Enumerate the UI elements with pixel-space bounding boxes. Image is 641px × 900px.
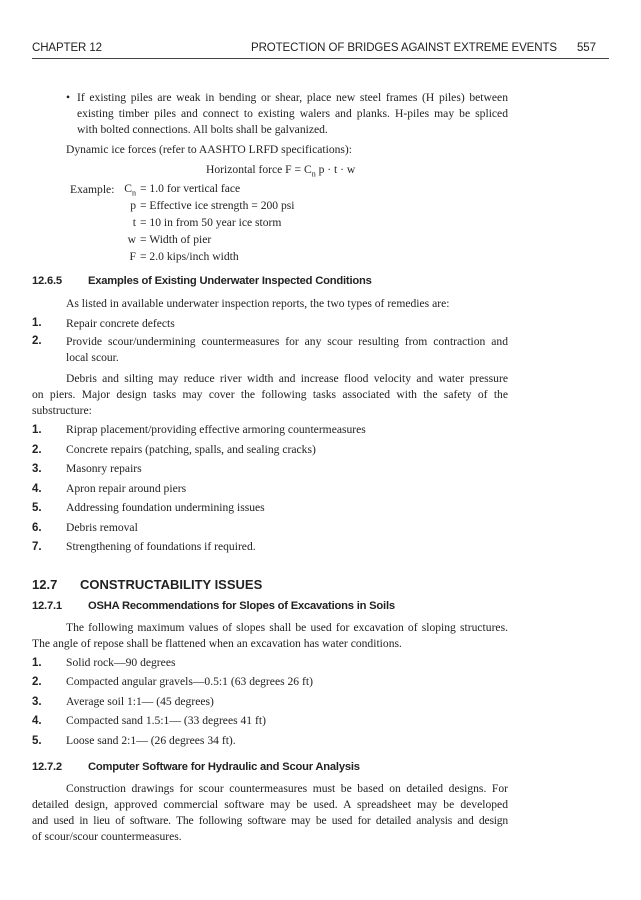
task-4: Apron repair around piers	[66, 482, 187, 495]
slope-3: Average soil 1:1— (45 degrees)	[66, 695, 214, 708]
var-c-sub: n	[132, 188, 136, 198]
software-para-line-4: of scour/scour countermeasures.	[32, 830, 182, 843]
section-heading-12-7	[32, 577, 262, 592]
section-title: CONSTRUCTABILITY ISSUES	[80, 577, 263, 592]
slope-number-1: 1.	[32, 657, 42, 669]
example-value-t: = 10 in from 50 year ice storm	[140, 216, 282, 229]
software-para-line-1: Construction drawings for scour countermeasures must be based on detailed designs. For	[66, 782, 508, 795]
task-number-4: 4.	[32, 483, 42, 495]
section-number: 12.7	[32, 577, 58, 592]
task-7: Strengthening of foundations if required.	[66, 540, 256, 553]
example-var-t: t	[132, 216, 136, 229]
remedy-1: Repair concrete defects	[66, 317, 175, 330]
task-3: Masonry repairs	[66, 462, 142, 475]
remedy-2-line-1: Provide scour/undermining countermeasures for any scour resulting from contraction and	[66, 335, 508, 348]
debris-para-line-2: on piers. Major design tasks may cover the following tasks associated with the safety of the	[32, 388, 508, 401]
debris-para-line-1: Debris and silting may reduce river width and increase flood velocity and water pressure	[66, 372, 508, 385]
section-number: 12.7.2	[32, 761, 62, 773]
task-number-7: 7.	[32, 541, 42, 553]
section-title: OSHA Recommendations for Slopes of Excavations in Soils	[88, 600, 395, 612]
software-para-line-2: detailed design, approved commercial software may be used. A spreadsheet may be developed	[32, 798, 508, 811]
section-number: 12.6.5	[32, 275, 62, 287]
task-number-1: 1.	[32, 424, 42, 436]
debris-para-line-3: substructure:	[32, 404, 92, 417]
section-heading-12-6-5	[32, 275, 372, 287]
remedy-number-2: 2.	[32, 335, 42, 347]
section-number: 12.7.1	[32, 600, 62, 612]
section-heading-12-7-1	[32, 600, 395, 612]
slope-1: Solid rock—90 degrees	[66, 656, 176, 669]
formula-prefix: Horizontal force F = C	[206, 163, 312, 176]
section-title: Computer Software for Hydraulic and Scour Analysis	[88, 761, 360, 773]
example-var-cn	[116, 182, 136, 197]
running-header-chapter: CHAPTER 12	[32, 42, 102, 54]
slope-5: Loose sand 2:1— (26 degrees 34 ft).	[66, 734, 236, 747]
slope-2: Compacted angular gravels—0.5:1 (63 degrees 26 ft)	[66, 675, 313, 688]
example-var-w: w	[127, 233, 136, 246]
remedy-2-line-2: local scour.	[66, 351, 119, 364]
section-title: Examples of Existing Underwater Inspected Conditions	[88, 275, 372, 287]
formula-suffix: p · t · w	[315, 163, 356, 176]
slope-number-2: 2.	[32, 676, 42, 688]
task-1: Riprap placement/providing effective armoring countermeasures	[66, 423, 366, 436]
example-value-f: = 2.0 kips/inch width	[140, 250, 239, 263]
s1265-intro: As listed in available underwater inspection reports, the two types of remedies are:	[66, 297, 450, 310]
var-c: C	[124, 182, 132, 195]
slope-4: Compacted sand 1.5:1— (33 degrees 41 ft)	[66, 714, 266, 727]
slope-number-5: 5.	[32, 735, 42, 747]
remedy-number-1: 1.	[32, 317, 42, 329]
example-value-cn: = 1.0 for vertical face	[140, 182, 241, 195]
ice-intro: Dynamic ice forces (refer to AASHTO LRFD specifications):	[66, 143, 353, 156]
page-number: 557	[577, 42, 596, 54]
section-heading-12-7-2	[32, 761, 360, 773]
slopes-para-line-2: The angle of repose shall be flattened when an excavation has water conditions.	[32, 637, 402, 650]
task-6: Debris removal	[66, 521, 138, 534]
task-number-6: 6.	[32, 522, 42, 534]
example-value-w: = Width of pier	[140, 233, 212, 246]
slope-number-4: 4.	[32, 715, 42, 727]
slope-number-3: 3.	[32, 696, 42, 708]
bullet-symbol: •	[66, 91, 71, 104]
example-var-p: p	[130, 199, 136, 212]
formula-subscript: n	[311, 169, 316, 179]
running-header-title: PROTECTION OF BRIDGES AGAINST EXTREME EVENTS	[251, 42, 557, 54]
header-rule	[32, 58, 609, 59]
task-2: Concrete repairs (patching, spalls, and sealing cracks)	[66, 443, 316, 456]
task-number-2: 2.	[32, 444, 42, 456]
software-para-line-3: and used in lieu of software. The following software may be used for detailed analysis and design	[32, 814, 508, 827]
task-number-3: 3.	[32, 463, 42, 475]
example-label: Example:	[70, 183, 115, 196]
ice-formula	[206, 162, 355, 182]
bullet-line-2: existing timber piles and connect to existing walers and planks. H-piles may be spliced	[77, 107, 508, 120]
bullet-line-3: with bolted connections. All bolts shall be galvanized.	[77, 123, 328, 136]
task-number-5: 5.	[32, 502, 42, 514]
slopes-para-line-1: The following maximum values of slopes shall be used for excavation of sloping structures.	[66, 621, 508, 634]
example-value-p: = Effective ice strength = 200 psi	[140, 199, 295, 212]
task-5: Addressing foundation undermining issues	[66, 501, 265, 514]
bullet-line-1: If existing piles are weak in bending or shear, place new steel frames (H piles) between	[77, 91, 508, 104]
example-var-f: F	[129, 250, 136, 263]
